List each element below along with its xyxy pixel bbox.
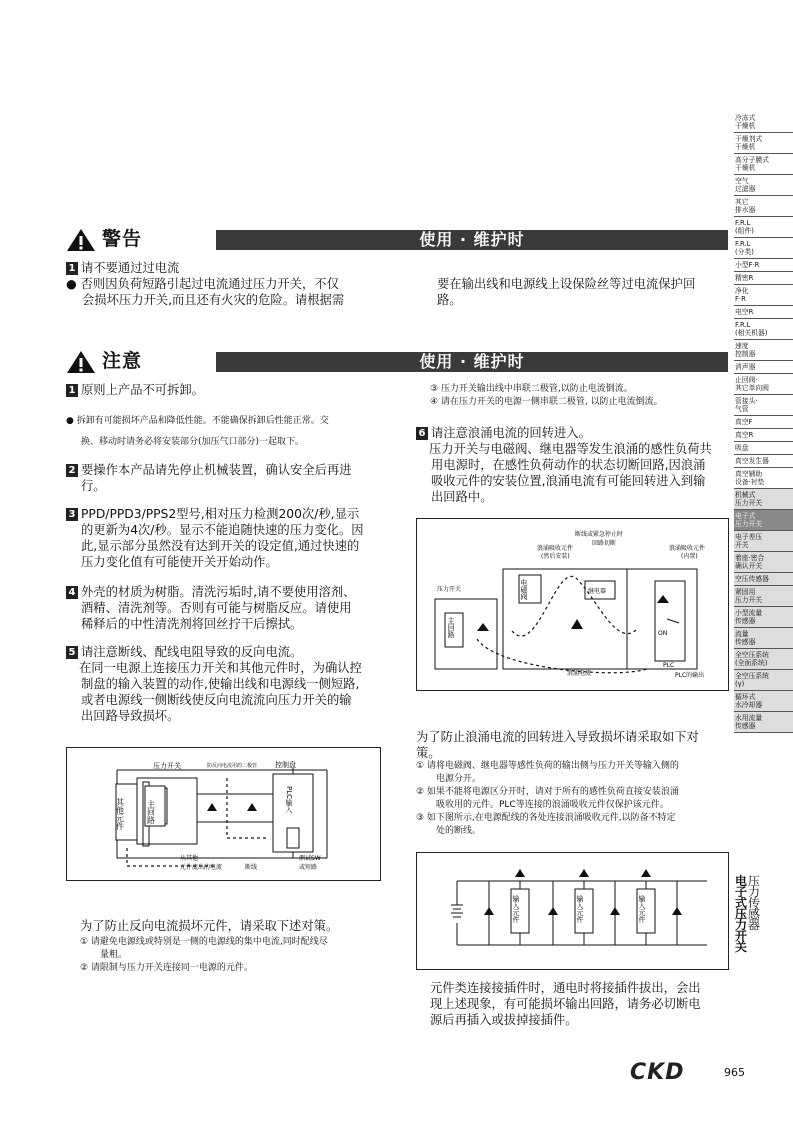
sidebar-item[interactable]: 真空辅助 设备·衬垫: [734, 468, 793, 489]
d2-surge-current-label: 浪涌电流: [567, 670, 592, 677]
d1-control-panel-label: 控制盘: [275, 761, 296, 769]
d2-surge-int-2: (内置): [681, 553, 698, 560]
text-line: 在同一电源上连接压力开关和其他元件时，为确认控: [79, 661, 362, 675]
d1-test-2: 或短路: [299, 864, 318, 871]
item-number: 4: [66, 586, 78, 599]
connector-note: [430, 980, 730, 1028]
surge-current-circuit: [417, 519, 728, 690]
sidebar-item[interactable]: 流量 传感器: [734, 628, 793, 649]
sidebar-item[interactable]: 机械式 压力开关: [734, 489, 793, 510]
text-line: 为了防止浪涌电流的回转进入导致损坏请采取如下对: [416, 730, 699, 744]
list-item: 电源分开。: [436, 774, 482, 784]
text-line: 压力开关与电磁阀、继电器等发生浪涌的感性负荷共: [429, 442, 712, 456]
sidebar-item[interactable]: 空压传感器: [734, 573, 793, 586]
sidebar-item[interactable]: 真空R: [734, 429, 793, 442]
sidebar-item[interactable]: F.R.L (分类): [734, 238, 793, 259]
sidebar-item[interactable]: 小型流量 传感器: [734, 607, 793, 628]
list-item: ① 请避免电源线或特别是一侧的电源线的集中电流,同时配线尽: [80, 937, 328, 947]
sidebar-item[interactable]: 全空压系统 (全面系统): [734, 649, 793, 670]
text-line: ● 否则因负荷短路引起过电流通过压力开关，不仅: [66, 277, 339, 291]
item-title: 原则上产品不可拆卸。: [81, 383, 204, 397]
d2-main-circuit-label: 主回路: [447, 617, 455, 638]
d1-from-other-2: 元件流出的电流: [180, 864, 223, 871]
caution-item-5: [66, 644, 386, 724]
text-line: 要在输出线和电源线上设保险丝等过电流保护回: [437, 277, 696, 291]
warning-item-1: [66, 260, 386, 276]
sidebar-item[interactable]: F.R.L (相关机器): [734, 319, 793, 340]
text-line: 行。: [81, 479, 106, 493]
text-line: 此,显示部分虽然没有达到开关的设定值,通过快速的: [81, 539, 360, 553]
d2-valve-label: 电磁阀: [520, 579, 528, 600]
warning-body-right: [437, 276, 727, 308]
text-line: 源后再插入或拔掉接插件。: [430, 1013, 578, 1027]
warning-icon: [66, 228, 96, 252]
d1-test-1: 测试SW: [299, 855, 321, 862]
d3-input-1: 输入元件: [512, 895, 520, 923]
d2-surge-ext-2: (然后安装): [541, 553, 570, 560]
sidebar-item[interactable]: 电空R: [734, 306, 793, 319]
sidebar-item[interactable]: 吸盘: [734, 442, 793, 455]
list-item: ④ 请在压力开关的电源一侧串联二极管, 以防止电流倒流。: [430, 397, 663, 407]
d2-pressure-switch-label: 压力开关: [437, 586, 462, 593]
sidebar-item[interactable]: 电子式 压力开关: [734, 510, 793, 531]
d2-surge-int-1: 浪涌吸收元件: [669, 545, 706, 552]
d1-other-element-label: 其他元件: [115, 798, 125, 830]
d2-break-1: 断线或紧急停止时: [575, 531, 624, 538]
sidebar-item[interactable]: 其它 排水器: [734, 196, 793, 217]
text-line: 制盘的输入装置的动作,使输出线和电源线一侧短路,: [81, 677, 360, 691]
d2-plc-out-label: PLC的输出: [675, 672, 705, 679]
input-elements-circuit: [417, 853, 728, 969]
item-number: 3: [66, 508, 78, 521]
list-item: 量粗。: [100, 950, 128, 960]
sidebar-item[interactable]: 着座·密合 确认开关: [734, 552, 793, 573]
text-line: 请注意浪涌电流的回转进入。: [431, 426, 591, 440]
category-sidebar: [734, 112, 793, 733]
d2-break-2: 回路切断: [592, 540, 617, 547]
sidebar-item[interactable]: 水用流量 传感器: [734, 712, 793, 733]
sidebar-item[interactable]: 精密R: [734, 272, 793, 285]
text-line: 压力变化值有可能使开关开始动作。: [81, 555, 278, 569]
surge-current-diagram: [416, 518, 729, 691]
d2-relay-label: 继电器: [588, 588, 607, 595]
input-elements-diagram: [416, 852, 729, 970]
text-line: 出回路导致损坏。: [81, 709, 180, 723]
caution-bar: 使用 · 维护时: [216, 352, 728, 372]
sidebar-item[interactable]: 紧固用 压力开关: [734, 586, 793, 607]
d2-surge-ext-1: 浪涌吸收元件: [537, 545, 574, 552]
after-diagram2-list: [416, 760, 728, 838]
text-line: 外壳的材质为树脂。清洗污垢时,请不要使用溶剂、: [81, 585, 356, 599]
item-number: 1: [66, 384, 78, 397]
sidebar-item[interactable]: 净化 F·R: [734, 285, 793, 306]
text-line: 请注意断线、配线电阻导致的反向电流。: [81, 645, 303, 659]
text-line: ● 拆卸有可能损坏产品和降低性能。不能确保拆卸后性能正常。交: [66, 416, 329, 426]
d1-pressure-switch-label: 压力开关: [153, 762, 181, 770]
sidebar-item[interactable]: 循环式 水冷却器: [734, 691, 793, 712]
after-diagram1-title: 为了防止反向电流损坏元件，请采取下述对策。: [80, 919, 339, 933]
d1-plc-label: PLC输入: [285, 786, 293, 814]
text-line: 现上述现象，有可能损坏输出回路，请务必切断电: [430, 997, 701, 1011]
sidebar-item[interactable]: 速度 控制器: [734, 340, 793, 361]
caution-item-4: [66, 584, 386, 632]
caution-item-1-body: [66, 415, 396, 449]
sidebar-item[interactable]: 高分子膜式 干燥机: [734, 154, 793, 175]
item-number: 5: [66, 646, 78, 659]
vertical-title-col2: 压力传感器: [748, 874, 761, 932]
d1-main-circuit-label: 主回路: [146, 800, 156, 824]
warning-body-left: [66, 276, 396, 308]
text-line: 稀释后的中性清洗剂将回丝拧干后擦拭。: [81, 617, 303, 631]
text-line: 要操作本产品请先停止机械装置，确认安全后再进: [81, 463, 352, 477]
sidebar-item[interactable]: 止回阀· 其它单向阀: [734, 374, 793, 395]
text-line: 或者电源线一侧断线使反向电流流向压力开关的输: [81, 693, 352, 707]
reverse-current-diagram: [66, 747, 381, 881]
caution-header: [66, 350, 728, 372]
list-item: ② 请限制与压力开关连接同一电源的元件。: [80, 963, 253, 973]
text-line: 换、移动时请务必将安装部分(加压气口部分)一起取下。: [81, 437, 305, 447]
text-line: 吸收元件的安装位置,浪涌电流有可能回转进入到输: [431, 474, 706, 488]
page-number: 965: [724, 1066, 745, 1079]
after-diagram2-title: [416, 729, 728, 761]
sidebar-item[interactable]: 空气 过滤器: [734, 175, 793, 196]
list-item: ① 请将电磁阀、继电器等感性负荷的输出侧与压力开关等输入侧的: [416, 761, 679, 771]
sidebar-item[interactable]: 电子差压 开关: [734, 531, 793, 552]
list-item: ② 如果不能将电源区分开时，请对于所有的感性负荷直接安装浪涌: [416, 787, 679, 797]
text-line: 元件类连接接插件时，通电时将接插件拔出，会出: [430, 981, 701, 995]
item-number: 6: [416, 427, 428, 440]
warning-title: 警告: [102, 228, 143, 250]
warning-header: [66, 228, 728, 250]
caution-item-3: [66, 506, 386, 570]
sidebar-item[interactable]: 冷冻式 干燥机: [734, 112, 793, 133]
sidebar-item[interactable]: 真空发生器: [734, 455, 793, 468]
item-title: 请不要通过过电流: [81, 261, 180, 275]
right-list-cont: [430, 383, 730, 409]
reverse-current-circuit: [67, 748, 380, 880]
caution-item-1: [66, 382, 204, 398]
text-line: 策。: [416, 746, 441, 760]
sidebar-item[interactable]: 管接头· 气管: [734, 395, 793, 416]
text-line: 路。: [437, 293, 462, 307]
d2-plc-label: PLC: [663, 662, 675, 669]
sidebar-item[interactable]: 全空压系统 (γ): [734, 670, 793, 691]
warning-bar: 使用 · 维护时: [216, 230, 728, 250]
text-line: 用电源时，在感性负荷动作的状态切断回路,因浪涌: [431, 458, 706, 472]
list-item: ③ 如下图所示,在电源配线的各处连接浪涌吸收元件,以防备不特定: [416, 813, 676, 823]
list-item: 处的断线。: [436, 826, 482, 836]
text-line: 酒精、清洗剂等。否则有可能与树脂反应。请使用: [81, 601, 352, 615]
caution-item-2: [66, 462, 386, 494]
ckd-logo: CKD: [630, 1060, 685, 1085]
sidebar-item[interactable]: 消声器: [734, 361, 793, 374]
sidebar-item[interactable]: F.R.L (组件): [734, 217, 793, 238]
text-line: 会损坏压力开关,而且还有火灾的危险。请根据需: [82, 293, 345, 307]
item-number: 1: [66, 262, 78, 275]
sidebar-item[interactable]: 真空F: [734, 416, 793, 429]
list-item: 吸收用的元件。PLC等连接的浪涌吸收元件仅保护该元件。: [436, 800, 669, 810]
d3-input-2: 输入元件: [576, 895, 584, 923]
d1-diode-label: 防反向电流用的二极管: [207, 763, 258, 769]
text-line: 出回路中。: [431, 490, 493, 504]
d1-break-label: 断线: [245, 864, 258, 871]
text-line: PPD/PPD3/PPS2型号,相对压力检测200次/秒,显示: [81, 507, 360, 521]
vertical-title-col1: 电子式压力开关: [735, 874, 748, 954]
sidebar-item[interactable]: 小型F·R: [734, 259, 793, 272]
list-item: ③ 压力开关输出线中串联二极管,以防止电流倒流。: [430, 384, 633, 394]
caution-item-6: [416, 425, 728, 505]
sidebar-item[interactable]: 干燥剂式 干燥机: [734, 133, 793, 154]
text-line: 的更新为4次/秒。显示不能追随快速的压力变化。因: [81, 523, 364, 537]
d1-from-other-1: 从其他: [180, 855, 199, 862]
d2-on-label: ON: [658, 630, 668, 637]
caution-icon: [66, 350, 96, 374]
after-diagram1-list: [80, 936, 400, 975]
item-number: 2: [66, 464, 78, 477]
caution-title: 注意: [102, 350, 143, 372]
d3-input-3: 输入元件: [638, 895, 646, 923]
